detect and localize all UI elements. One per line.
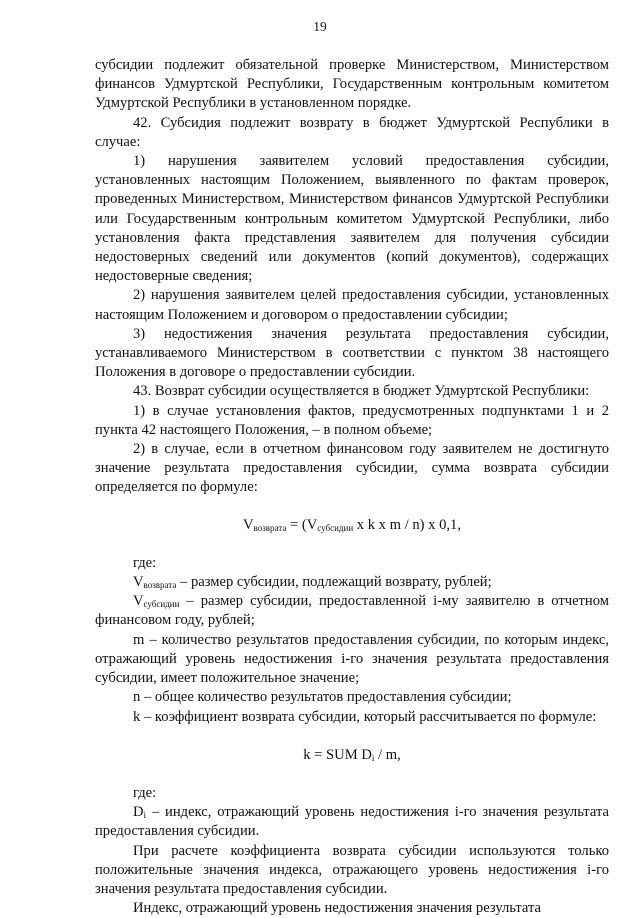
where-label: где: (133, 554, 157, 571)
formula-subscript: субсидии (317, 522, 354, 533)
definition-text: – размер субсидии, подлежащий возврату, рублей; (176, 574, 492, 591)
definition-subscript: i (143, 810, 147, 821)
formula-subscript: i (371, 752, 375, 763)
definition-subscript: возврата (143, 580, 177, 591)
where-label: где: (133, 784, 157, 801)
definition-symbol: V (133, 574, 144, 591)
definition (95, 592, 609, 630)
formula-text: = (V (286, 516, 318, 533)
paragraph: 42. Субсидия подлежит возврату в бюджет Удмуртской Республики в случае: (95, 114, 609, 150)
paragraph: 43. Возврат субсидии осуществляется в бюджет Удмуртской Республики: (133, 383, 590, 400)
formula-text: k = SUM D (303, 746, 372, 763)
list-item: 2) нарушения заявителем целей предоставления субсидии, установленных настоящим Положением и договором о предоставлении субсидии; (95, 287, 609, 323)
definition-symbol: D (133, 804, 144, 821)
list-item: 3) недостижения значения результата предоставления субсидии, устанавливаемого Министерством в соответствии с пунктом 38 настоящего Положения в договоре о предоставлении субсидии. (95, 325, 609, 381)
formula-coefficient (95, 746, 609, 765)
definition-text: – индекс, отражающий уровень недостижения i-го значения результата предоставления субсидии. (95, 804, 609, 840)
definition (95, 573, 609, 592)
definition-subscript: субсидии (143, 599, 180, 610)
definition-text: – размер субсидии, предоставленной i-му заявителю в отчетном финансовом году, рублей; (95, 593, 609, 629)
formula-text: / m, (374, 746, 401, 763)
formula-subscript: возврата (253, 522, 287, 533)
paragraph: Индекс, отражающий уровень недостижения значения результата (133, 900, 542, 917)
formula-symbol: V (243, 516, 254, 533)
definition: n – общее количество результатов предоставления субсидии; (133, 689, 512, 706)
document-body (95, 56, 609, 918)
list-item: 1) в случае установления фактов, предусмотренных подпунктами 1 и 2 пункта 42 настоящего Положения, – в полном объеме; (95, 402, 609, 438)
paragraph: субсидии подлежит обязательной проверке Министерством, Министерством финансов Удмуртской Республики, Государственным контрольным комитетом Удмуртской Республики в установленном порядке. (95, 57, 609, 112)
paragraph: При расчете коэффициента возврата субсидии используются только положительные значения индекса, отражающего уровень недостижения i-го значения результата предоставления субсидии. (95, 842, 609, 897)
definition-symbol: V (133, 593, 144, 610)
list-item: 2) в случае, если в отчетном финансовом году заявителем не достигнуто значение результата предоставления субсидии, сумма возврата субсидии определяется по формуле: (95, 441, 609, 496)
formula-return (95, 516, 609, 535)
definition: m – количество результатов предоставления субсидии, по которым индекс, отражающий уровень недостижения i-го значения результата предоставления субсидии, имеет положительное значение; (95, 631, 609, 687)
page-number: 19 (313, 19, 327, 34)
definition: k – коэффициент возврата субсидии, который рассчитывается по формуле: (133, 708, 597, 725)
formula-text: x k x m / n) x 0,1, (353, 516, 461, 533)
list-item: 1) нарушения заявителем условий предоставления субсидии, установленных настоящим Положением, выявленного по фактам проверок, проведенных Министерством, Министерством финансов Удмуртской Республики или Государственным контрольным комитетом Удмуртской Республики, либо установления факта представления заявителем для получения субсидии недостоверных сведений или документов (копий документов), содержащих недостоверные сведения; (95, 153, 609, 285)
definition (95, 803, 609, 841)
